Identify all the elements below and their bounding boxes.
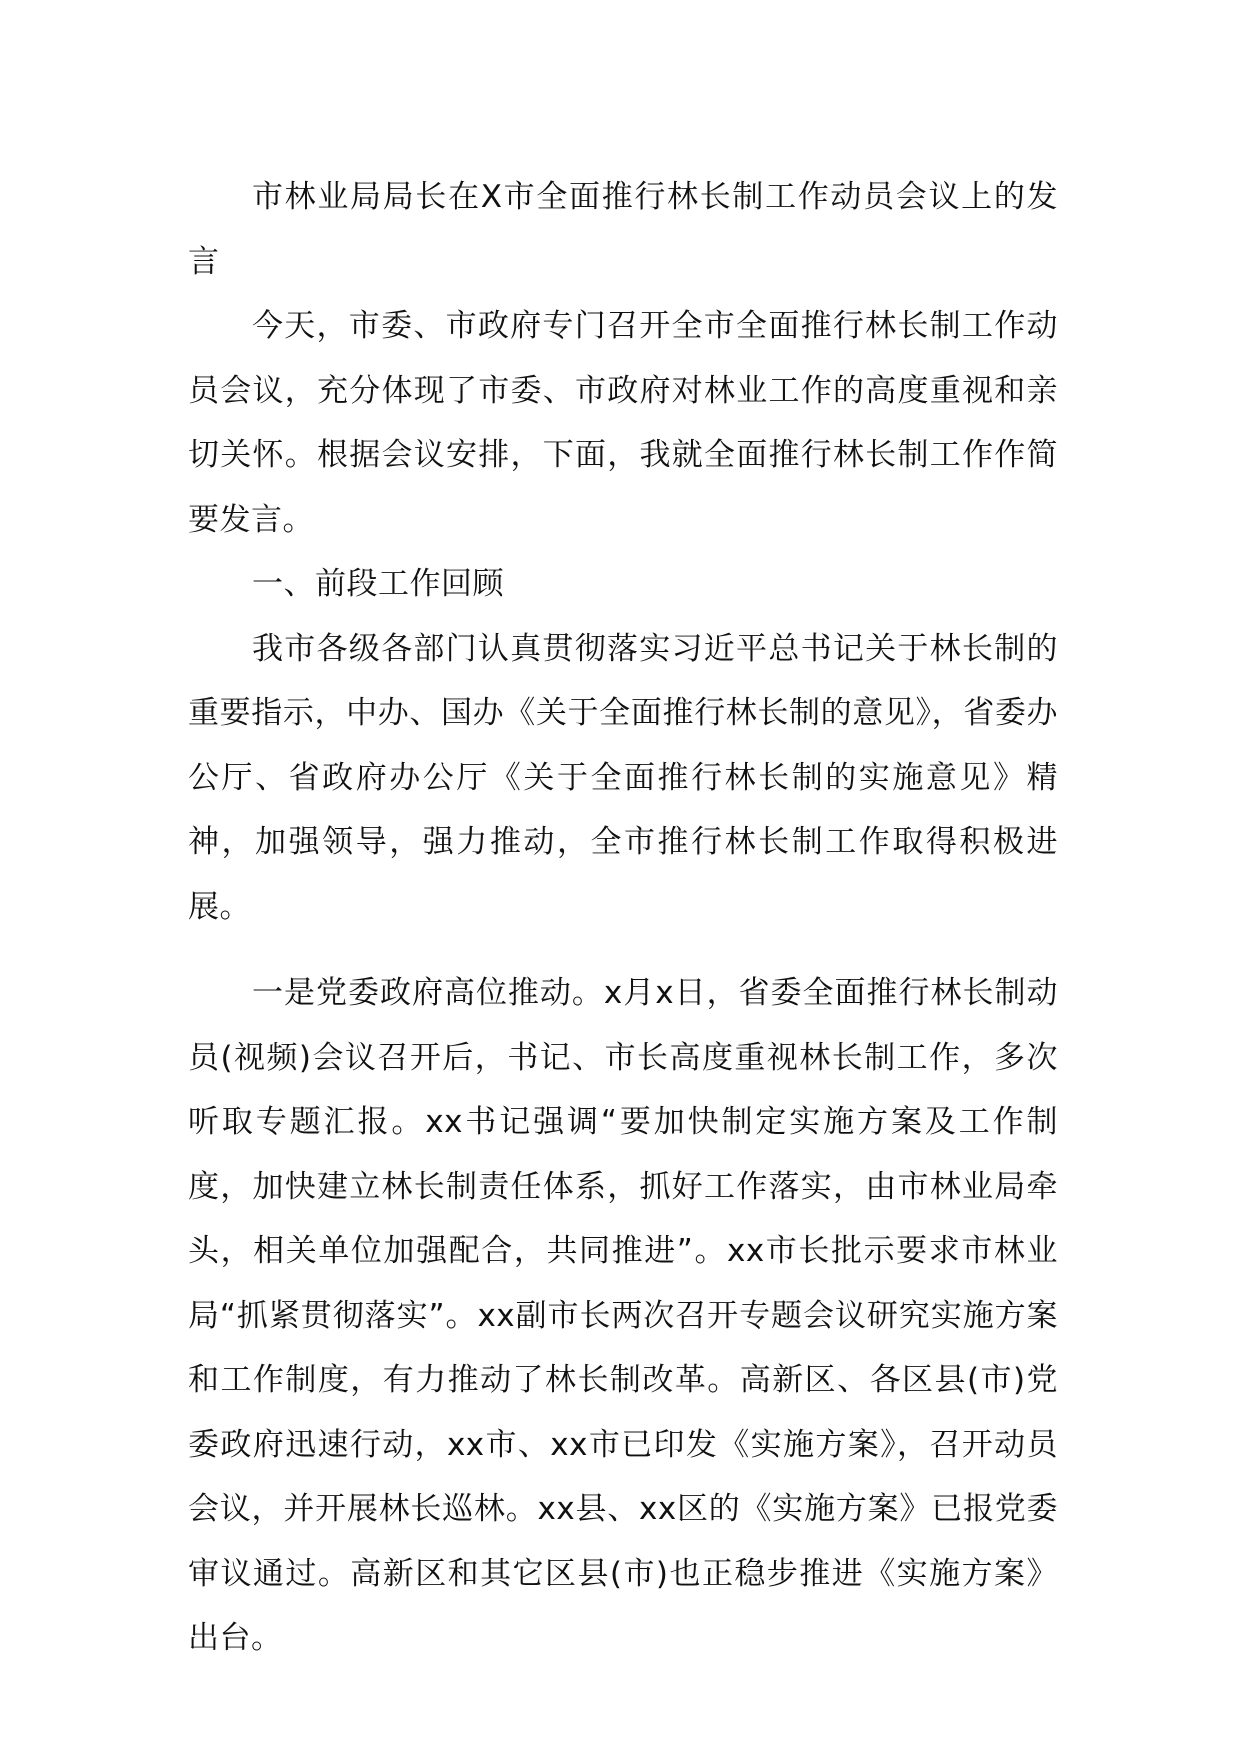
document-title: 市林业局局长在X市全面推行林长制工作动员会议上的发言	[188, 179, 1058, 280]
section-heading-review: 一、前段工作回顾	[252, 566, 504, 602]
paragraph-progress: 我市各级各部门认真贯彻落实习近平总书记关于林长制的重要指示，中办、国办《关于全面推行林长制的意见》，省委办公厅、省政府办公厅《关于全面推行林长制的实施意见》精神，加强领导，强力推动，全市推行林长制工作取得积极进展。	[188, 630, 1058, 925]
paragraph-party-leadership: 一是党委政府高位推动。x月x日，省委全面推行林长制动员(视频)会议召开后，书记、市长高度重视林长制工作，多次听取专题汇报。xx书记强调“要加快制定实施方案及工作制度，加快建立林长制责任体系，抓好工作落实，由市林业局牵头，相关单位加强配合，共同推进”。xx市长批示要求市林业局“抓紧贯彻落实”。xx副市长两次召开专题会议研究实施方案和工作制度，有力推动了林长制改革。高新区、各区县(市)党委政府迅速行动，xx市、xx市已印发《实施方案》，召开动员会议，并开展林长巡林。xx县、xx区的《实施方案》已报党委审议通过。高新区和其它区县(市)也正稳步推进《实施方案》出台。	[188, 975, 1058, 1656]
document-body	[188, 165, 1058, 1671]
paragraph-opening: 今天，市委、市政府专门召开全市全面推行林长制工作动员会议，充分体现了市委、市政府对林业工作的高度重视和亲切关怀。根据会议安排，下面，我就全面推行林长制工作作简要发言。	[188, 308, 1058, 538]
